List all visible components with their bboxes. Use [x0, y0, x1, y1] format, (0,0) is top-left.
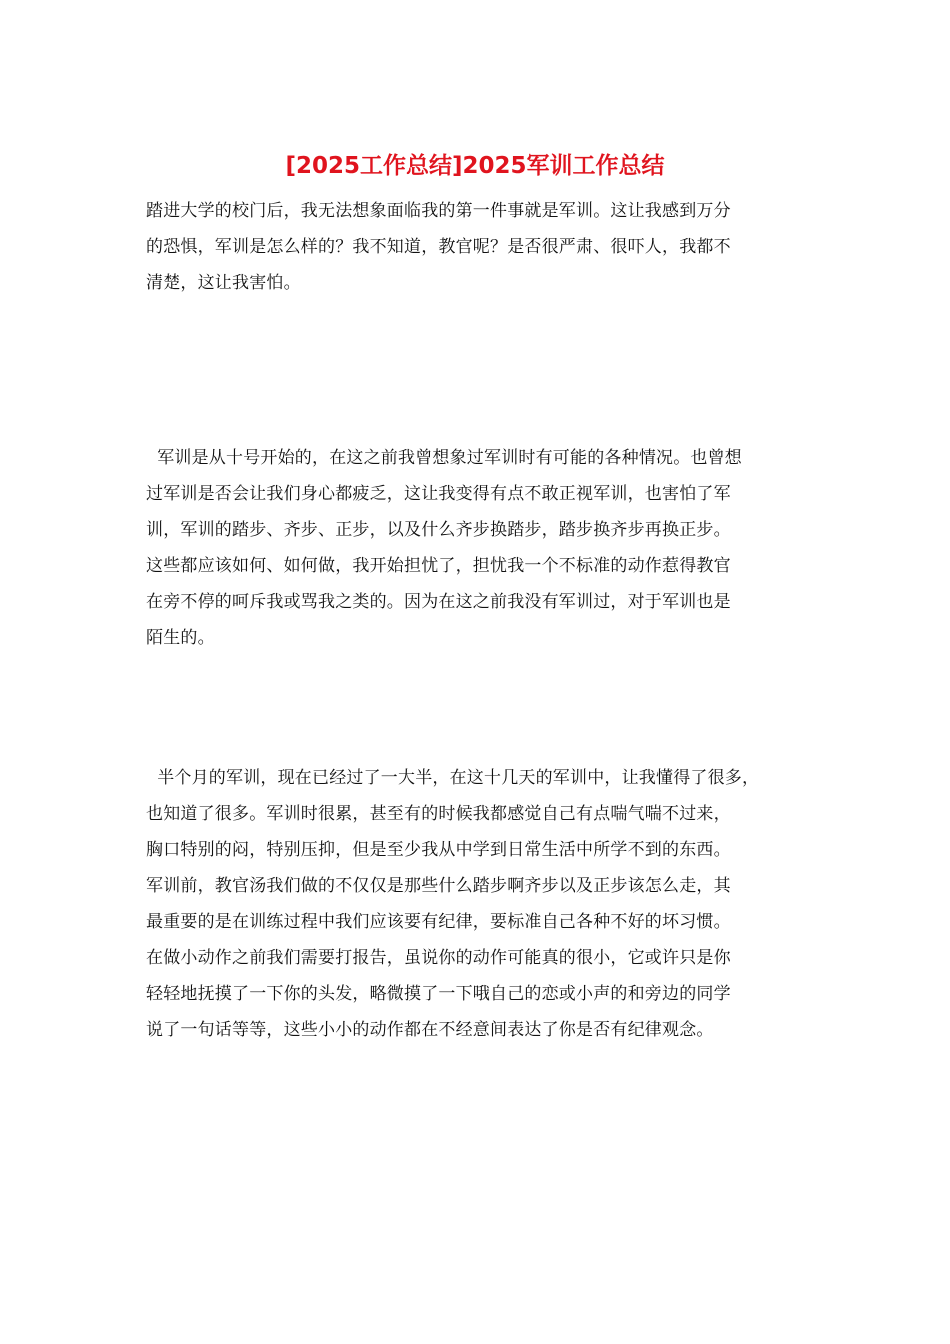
paragraph-2: [146, 440, 836, 656]
paragraph-line: 军训是从十号开始的，在这之前我曾想象过军训时有可能的各种情况。也曾想: [146, 448, 743, 468]
paragraph-line: 胸口特别的闷，特别压抑，但是至少我从中学到日常生活中所学不到的东西。: [146, 840, 731, 860]
paragraph-line: 这些都应该如何、如何做，我开始担忧了，担忧我一个不标准的动作惹得教官: [146, 556, 731, 576]
paragraph-line: 最重要的是在训练过程中我们应该要有纪律，要标准自己各种不好的坏习惯。: [146, 912, 731, 932]
paragraph-line: 训，军训的踏步、齐步、正步，以及什么齐步换踏步，踏步换齐步再换正步。: [146, 520, 731, 540]
paragraph-3: [146, 760, 836, 1048]
document-title: [2025工作总结]2025军训工作总结: [285, 153, 665, 179]
paragraph-line: 过军训是否会让我们身心都疲乏，这让我变得有点不敢正视军训，也害怕了军: [146, 484, 731, 504]
paragraph-1: [146, 193, 836, 301]
paragraph-line: 轻轻地抚摸了一下你的头发，略微摸了一下哦自己的恋或小声的和旁边的同学: [146, 984, 731, 1004]
paragraph-line: 陌生的。: [146, 628, 215, 648]
paragraph-line: 说了一句话等等，这些小小的动作都在不经意间表达了你是否有纪律观念。: [146, 1020, 714, 1040]
paragraph-line: 半个月的军训，现在已经过了一大半，在这十几天的军训中，让我懂得了很多，: [146, 768, 760, 788]
paragraph-line: 踏进大学的校门后，我无法想象面临我的第一件事就是军训。这让我感到万分: [146, 201, 731, 221]
paragraph-line: 军训前，教官汤我们做的不仅仅是那些什么踏步啊齐步以及正步该怎么走，其: [146, 876, 731, 896]
paragraph-line: 清楚，这让我害怕。: [146, 273, 301, 293]
paragraph-line: 的恐惧，军训是怎么样的？我不知道，教官呢？是否很严肃、很吓人，我都不: [146, 237, 731, 257]
paragraph-line: 在做小动作之前我们需要打报告，虽说你的动作可能真的很小，它或许只是你: [146, 948, 731, 968]
paragraph-line: 也知道了很多。军训时很累，甚至有的时候我都感觉自己有点喘气喘不过来，: [146, 804, 731, 824]
paragraph-line: 在旁不停的呵斥我或骂我之类的。因为在这之前我没有军训过，对于军训也是: [146, 592, 731, 612]
